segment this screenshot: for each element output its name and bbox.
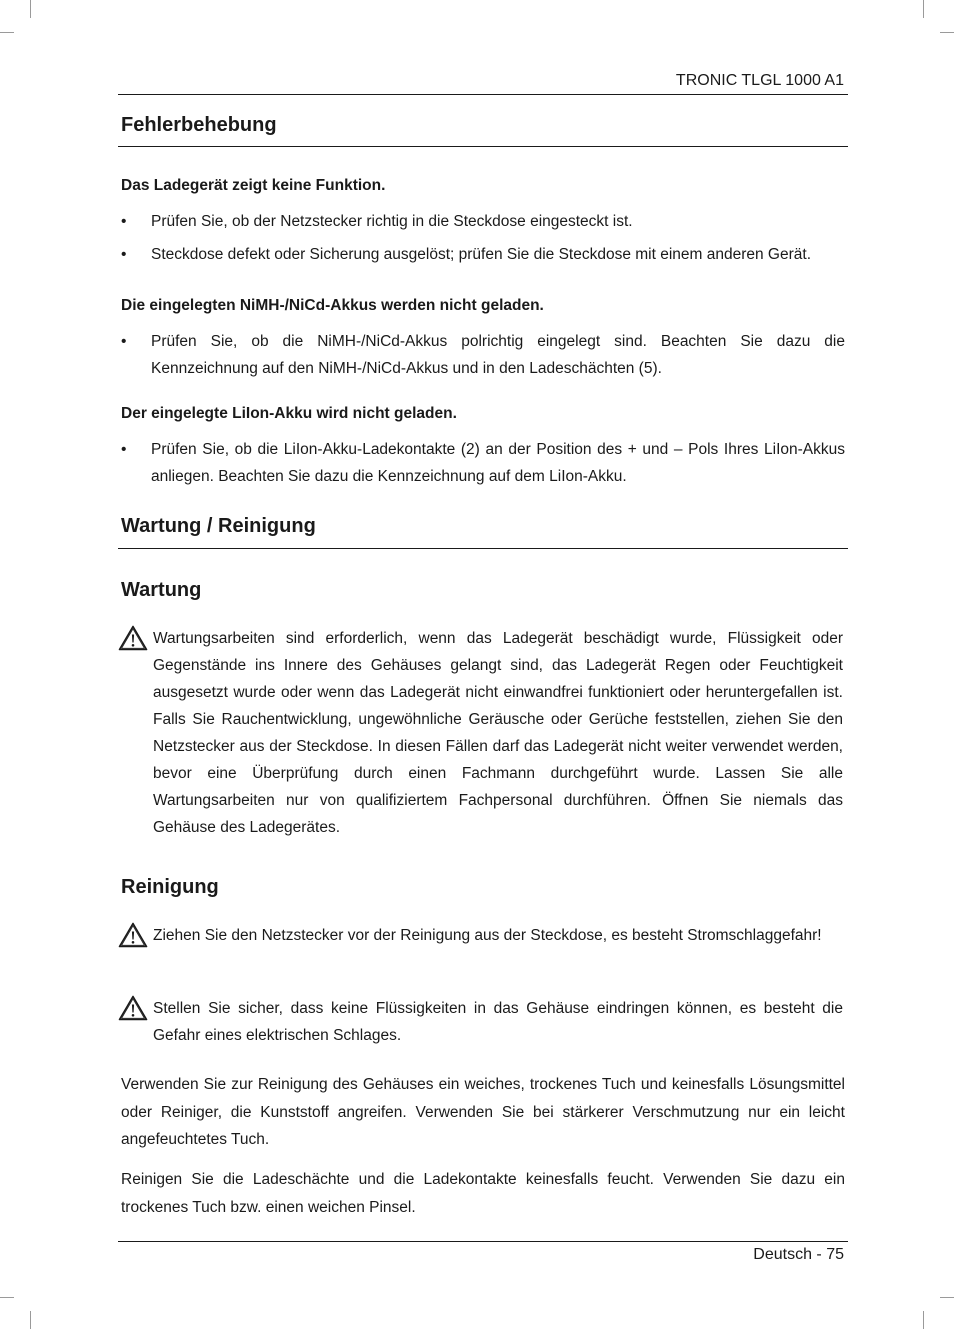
issue-heading: Das Ladegerät zeigt keine Funktion. <box>121 177 386 194</box>
warning-block <box>118 625 843 841</box>
list-item-text: Prüfen Sie, ob der Netzstecker richtig in die Steckdose eingesteckt ist. <box>151 213 633 230</box>
list-item-text: Prüfen Sie, ob die NiMH-/NiCd-Akkus polrichtig eingelegt sind. Beachten Sie dazu die Kennzeichnung auf den NiMH-/NiCd-Akkus und in den Ladeschächten (5). <box>151 333 845 377</box>
section-rule <box>118 146 848 147</box>
running-header: TRONIC TLGL 1000 A1 <box>675 72 844 89</box>
section-rule <box>118 548 848 549</box>
crop-mark <box>30 0 31 18</box>
list-item <box>121 241 845 268</box>
list-item <box>121 436 845 490</box>
crop-mark <box>30 1311 31 1329</box>
body-paragraph: Verwenden Sie zur Reinigung des Gehäuses ein weiches, trockenes Tuch und keinesfalls Lösungsmittel oder Reiniger, die Kunststoff angreifen. Verwenden Sie bei stärkerer Verschmutzung nur ein leicht angefeuchtetes Tuch. <box>121 1076 845 1148</box>
subsection-title-reinigung: Reinigung <box>121 876 219 898</box>
crop-mark <box>0 32 14 33</box>
warning-triangle-icon <box>118 625 148 651</box>
subsection-title-wartung: Wartung <box>121 579 202 601</box>
warning-text: Ziehen Sie den Netzstecker vor der Reinigung aus der Steckdose, es besteht Stromschlaggefahr! <box>153 927 822 944</box>
warning-block <box>118 995 843 1049</box>
issue-heading: Die eingelegten NiMH-/NiCd-Akkus werden nicht geladen. <box>121 297 544 314</box>
warning-text: Stellen Sie sicher, dass keine Flüssigkeiten in das Gehäuse eindringen können, es besteht die Gefahr eines elektrischen Schlages. <box>153 1000 843 1044</box>
section-title-troubleshooting: Fehlerbehebung <box>121 114 277 136</box>
crop-mark <box>923 1311 924 1329</box>
crop-mark <box>0 1297 14 1298</box>
bullet-dot-icon: • <box>121 246 127 263</box>
warning-triangle-icon <box>118 995 148 1021</box>
footer-rule <box>118 1241 848 1242</box>
crop-mark <box>940 32 954 33</box>
list-item <box>121 208 845 235</box>
warning-triangle-icon <box>118 922 148 948</box>
crop-mark <box>940 1297 954 1298</box>
body-paragraph: Reinigen Sie die Ladeschächte und die Ladekontakte keinesfalls feucht. Verwenden Sie dazu ein trockenes Tuch bzw. einen weichen Pinsel. <box>121 1171 845 1216</box>
page-number: Deutsch - 75 <box>753 1246 844 1263</box>
list-item <box>121 328 845 382</box>
bullet-dot-icon: • <box>121 213 127 230</box>
issue-heading: Der eingelegte LiIon-Akku wird nicht geladen. <box>121 405 457 422</box>
crop-mark <box>923 0 924 18</box>
warning-text: Wartungsarbeiten sind erforderlich, wenn das Ladegerät beschädigt wurde, Flüssigkeit oder Gegenstände ins Innere des Gehäuses gelangt sind, das Ladegerät Regen oder Feuchtigkeit ausgesetzt wurde oder wenn das Ladegerät nicht einwandfrei funktioniert oder heruntergefallen ist. Falls Sie Rauchentwicklung, ungewöhnliche Geräusche oder Gerüche feststellen, ziehen Sie den Netzstecker aus der Steckdose. In diesen Fällen darf das Ladegerät nicht weiter verwendet werden, bevor eine Überprüfung durch einen Fachmann durchgeführt wurde. Lassen Sie alle Wartungsarbeiten nur von qualifiziertem Fachpersonal durchführen. Öffnen Sie niemals das Gehäuse des Ladegerätes. <box>153 630 843 836</box>
warning-block <box>118 922 843 949</box>
list-item-text: Steckdose defekt oder Sicherung ausgelöst; prüfen Sie die Steckdose mit einem anderen Gerät. <box>151 246 811 263</box>
bullet-dot-icon: • <box>121 441 127 458</box>
bullet-dot-icon: • <box>121 333 127 350</box>
section-title-maintenance: Wartung / Reinigung <box>121 515 316 537</box>
list-item-text: Prüfen Sie, ob die LiIon-Akku-Ladekontakte (2) an der Position des + und – Pols Ihres LiIon-Akkus anliegen. Beachten Sie dazu die Kennzeichnung auf dem LiIon-Akku. <box>151 441 845 485</box>
header-rule <box>118 94 848 95</box>
